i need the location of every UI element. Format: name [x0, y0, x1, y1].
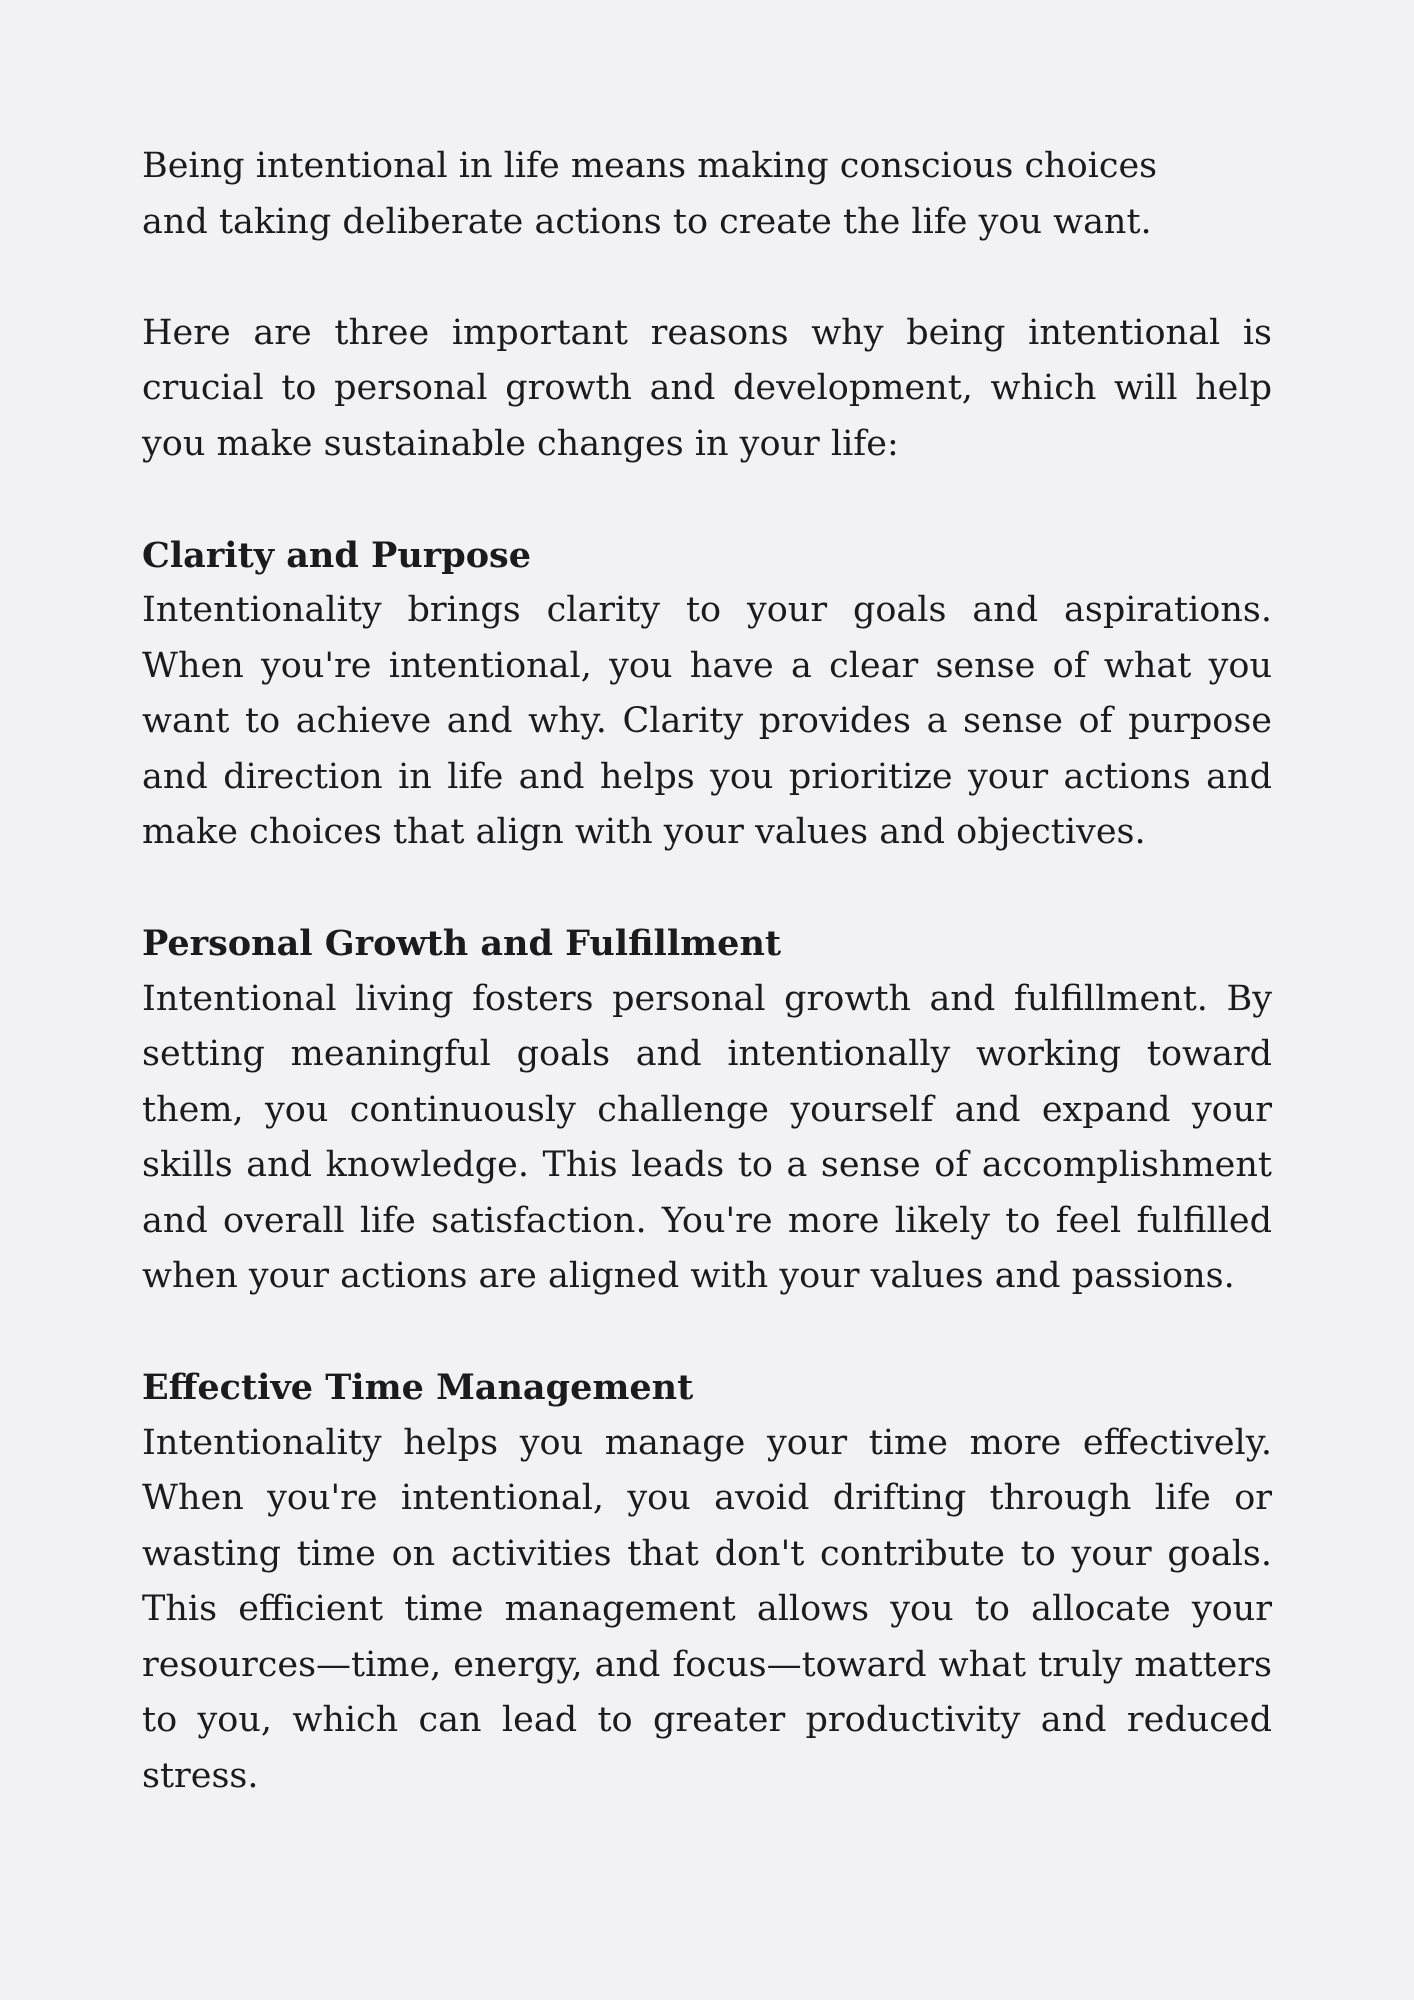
intro-line-2: and taking deliberate actions to create the life you want.: [142, 201, 1152, 242]
section-body: Intentionality helps you manage your time more effectively. When you're intentional, you avoid drifting through life or wasting time on activities that don't contribute to your goals. This efficient time management allows you to allocate your resources—time, energy, and focus—toward what truly matters to you, which can lead to greater productivity and reduced stress.: [142, 1422, 1272, 1796]
lead-paragraph: Here are three important reasons why being intentional is crucial to personal growth and development, which will help you make sustainable changes in your life:: [142, 312, 1272, 464]
section-personal-growth: [142, 916, 1272, 1305]
section-clarity-and-purpose: [142, 528, 1272, 861]
intro-paragraph: [142, 139, 1272, 250]
document-body: [142, 139, 1272, 1860]
section-time-management: [142, 1360, 1272, 1804]
section-heading: Clarity and Purpose: [142, 534, 532, 576]
intro-line-1: Being intentional in life means making conscious choices: [142, 146, 1158, 186]
section-heading: Effective Time Management: [142, 1367, 694, 1408]
section-heading: Personal Growth and Fulfillment: [142, 923, 782, 964]
section-body: Intentional living fosters personal growth and fulfillment. By setting meaningful goals and intentionally working toward them, you continuously challenge yourself and expand your skills and knowledge. This leads to a sense of accomplishment and overall life satisfaction. You're more likely to feel fulfilled when your actions are aligned with your values and passions.: [142, 978, 1272, 1296]
section-body: Intentionality brings clarity to your goals and aspirations. When you're intentional, you have a clear sense of what you want to achieve and why. Clarity provides a sense of purpose and direction in life and helps you prioritize your actions and make choices that align with your values and objectives.: [142, 590, 1272, 852]
